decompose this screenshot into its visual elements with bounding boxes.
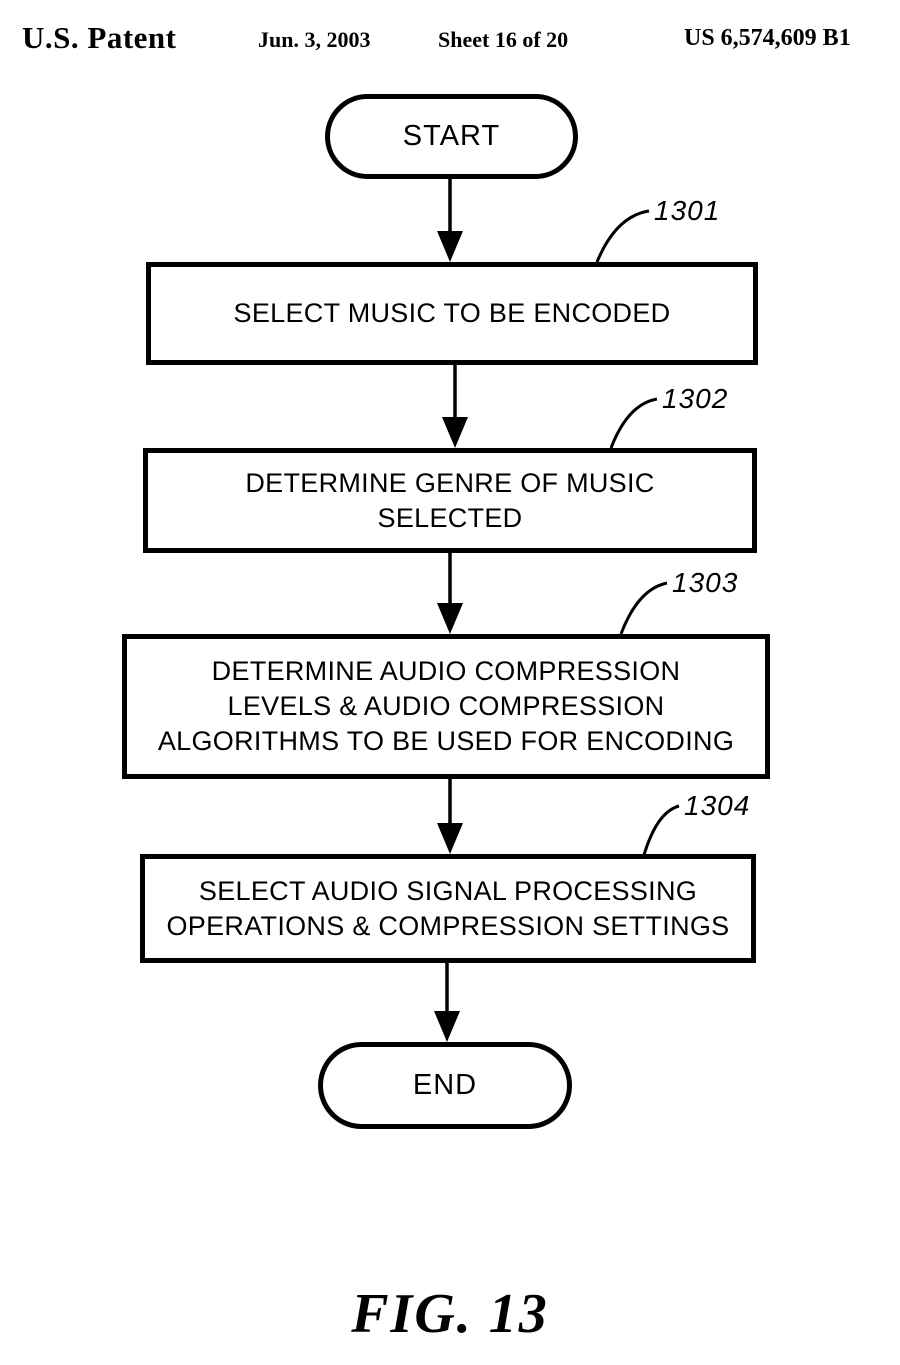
step-text-line: SELECT AUDIO SIGNAL PROCESSING <box>198 875 698 906</box>
step-text-line: LEVELS & AUDIO COMPRESSION <box>227 691 665 721</box>
end-terminal <box>318 1042 572 1129</box>
start-label: START <box>402 120 501 152</box>
patent-number: US 6,574,609 B1 <box>684 25 851 51</box>
arrow-1303-to-1304 <box>437 779 463 854</box>
sheet-number: Sheet 16 of 20 <box>438 27 569 52</box>
leader-1304 <box>644 806 679 855</box>
leader-1301 <box>597 211 649 262</box>
step-text-line: SELECT MUSIC TO BE ENCODED <box>233 298 671 328</box>
step-box-1304 <box>140 854 756 963</box>
arrow-1302-to-1303 <box>437 553 463 634</box>
leader-1302 <box>611 399 657 448</box>
step-text-line: DETERMINE AUDIO COMPRESSION <box>211 656 681 686</box>
figure-caption: FIG. 13 <box>351 1283 549 1345</box>
ref-numeral-1301: 1301 <box>654 195 721 226</box>
step-box-1301 <box>146 262 758 365</box>
ref-numeral-1304: 1304 <box>684 790 751 821</box>
patent-title: U.S. Patent <box>22 20 177 55</box>
ref-numeral-1302: 1302 <box>662 383 729 414</box>
arrow-start-to-1301 <box>437 179 463 262</box>
arrow-1304-to-end <box>434 963 460 1042</box>
ref-numeral-1303: 1303 <box>672 567 739 598</box>
step-text-line: SELECTED <box>377 502 523 533</box>
start-terminal <box>325 94 578 179</box>
step-text-line: DETERMINE GENRE OF MUSIC <box>245 467 655 498</box>
step-text-line: ALGORITHMS TO BE USED FOR ENCODING <box>157 726 735 756</box>
leader-1303 <box>621 583 667 634</box>
step-text-line: OPERATIONS & COMPRESSION SETTINGS <box>166 910 730 941</box>
arrow-1301-to-1302 <box>442 365 468 448</box>
step-box-1303 <box>122 634 770 779</box>
patent-date: Jun. 3, 2003 <box>258 27 371 52</box>
step-box-1302 <box>143 448 757 553</box>
end-label: END <box>412 1069 478 1101</box>
